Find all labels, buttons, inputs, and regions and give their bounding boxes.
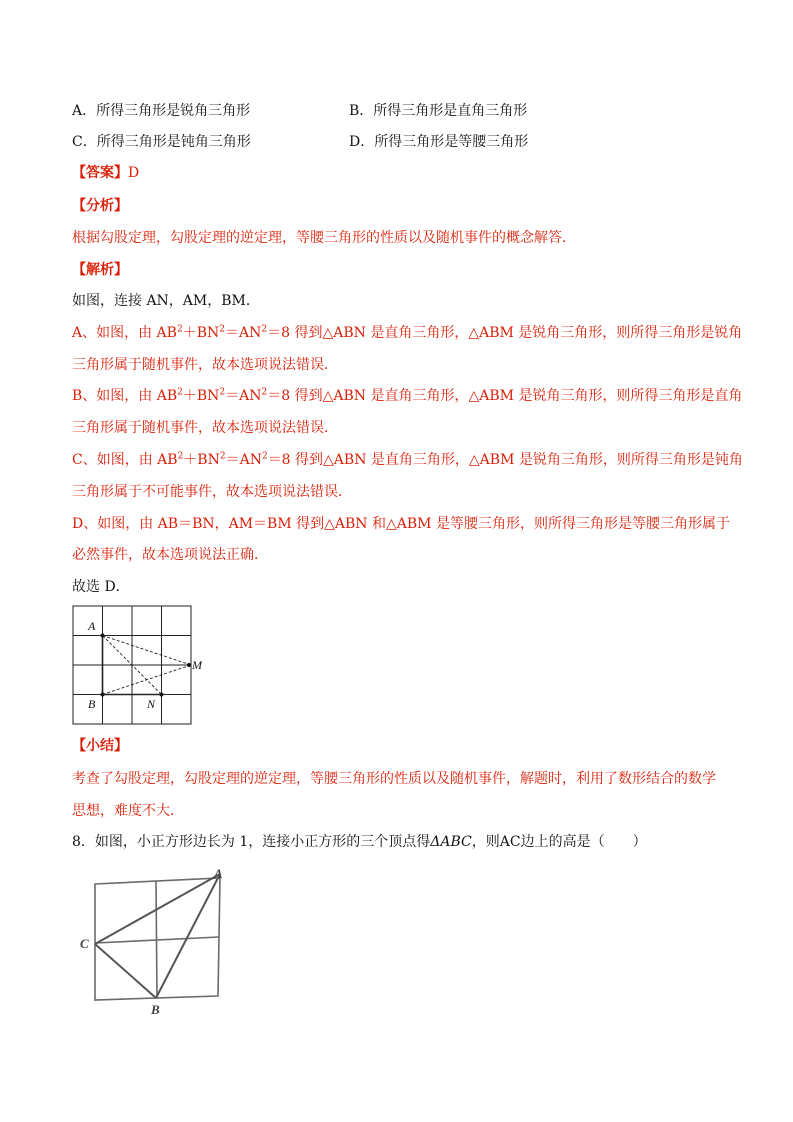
solution-b-line1	[72, 386, 742, 406]
text-seg: ＝8 得到△ABN 是直角三角形，△ABM 是锐角三角形，则所得三角形是锐角	[267, 325, 743, 341]
q8-triangle: ΔABC	[430, 834, 472, 850]
text-seg: ＝AN	[225, 388, 262, 404]
text-seg: B、如图，由 AB	[72, 388, 178, 404]
text-seg: A、如图，由 AB	[72, 325, 177, 341]
solution-label: 【解析】	[72, 262, 128, 278]
label-a: A	[214, 866, 223, 881]
solution-d-line2: 必然事件，故本选项说法正确．	[72, 547, 268, 563]
label-b: B	[151, 1002, 160, 1017]
sup-2: 2	[219, 324, 225, 335]
q8-text-pre: 8．如图，小正方形边长为 1，连接小正方形的三个顶点得	[72, 834, 431, 850]
option-c: C．所得三角形是钝角三角形	[72, 134, 251, 150]
solution-a-line2: 三角形属于随机事件，故本选项说法错误．	[72, 357, 338, 373]
answer-line	[72, 163, 139, 183]
text-seg: C、如图，由 AB	[72, 452, 178, 468]
grid-figure-1	[72, 605, 202, 731]
label-n: N	[147, 697, 156, 711]
sup-2: 2	[261, 387, 268, 398]
label-c: C	[80, 936, 89, 951]
text-seg: ＋BN	[182, 325, 220, 341]
text-seg: ＝AN	[224, 325, 262, 341]
label-a: A	[88, 619, 96, 633]
text-seg: ＝8 得到△ABN 是直角三角形，△ABM 是锐角三角形，则所得三角形是直角	[267, 388, 743, 404]
summary-line2: 思想，难度不大．	[72, 803, 184, 819]
solution-c-line1	[72, 450, 743, 470]
analysis-text: 根据勾股定理，勾股定理的逆定理，等腰三角形的性质以及随机事件的概念解答．	[72, 230, 576, 246]
sup-2: 2	[261, 451, 268, 462]
text-seg: ＝8 得到△ABN 是直角三角形，△ABM 是锐角三角形，则所得三角形是钝角	[267, 452, 743, 468]
answer-value: D	[128, 165, 140, 181]
sup-2: 2	[177, 451, 184, 462]
grid-lines	[95, 878, 220, 1000]
q8-text-mid: ，则	[471, 834, 500, 850]
grid-figure-2-svg	[76, 864, 246, 1020]
solution-a-line1	[72, 323, 742, 343]
q8-text-post: 边上的高是（ ）	[520, 834, 647, 850]
solution-c-line2: 三角形属于不可能事件，故本选项说法错误．	[72, 484, 352, 500]
point-n	[160, 693, 164, 697]
solution-d-line1: D、如图，由 AB＝BN，AM＝BM 得到△ABN 和△ABM 是等腰三角形，则所得三角形是等腰三角形属于	[72, 516, 730, 532]
q8-side: AC	[499, 834, 521, 850]
solution-b-line2: 三角形属于随机事件，故本选项说法错误．	[72, 420, 338, 436]
text-seg: ＝AN	[225, 452, 262, 468]
grid-figure-1-svg	[72, 605, 202, 727]
summary-line1: 考查了勾股定理，勾股定理的逆定理，等腰三角形的性质以及随机事件，解题时，利用了数形结合的数学	[72, 771, 716, 787]
option-a: A．所得三角形是锐角三角形	[72, 103, 251, 119]
text-seg: ＋BN	[182, 388, 220, 404]
point-b	[101, 693, 105, 697]
text-seg: ＋BN	[183, 452, 220, 468]
sup-2: 2	[177, 387, 183, 398]
option-d: D．所得三角形是等腰三角形	[349, 134, 529, 150]
grid-figure-2	[76, 864, 246, 1024]
point-m	[187, 663, 191, 667]
label-b: B	[88, 697, 96, 711]
sup-2: 2	[261, 324, 268, 335]
solution-conclusion: 故选 D．	[72, 579, 130, 595]
point-a	[101, 634, 105, 638]
sup-2: 2	[219, 387, 226, 398]
summary-label: 【小结】	[72, 738, 128, 754]
solution-intro: 如图，连接 AN，AM，BM．	[72, 293, 260, 309]
sup-2: 2	[219, 451, 226, 462]
label-m: M	[192, 658, 202, 672]
answer-label: 【答案】	[72, 165, 128, 181]
option-b: B．所得三角形是直角三角形	[349, 103, 528, 119]
question-8	[72, 832, 647, 852]
sup-2: 2	[176, 324, 183, 335]
analysis-label: 【分析】	[72, 198, 128, 214]
